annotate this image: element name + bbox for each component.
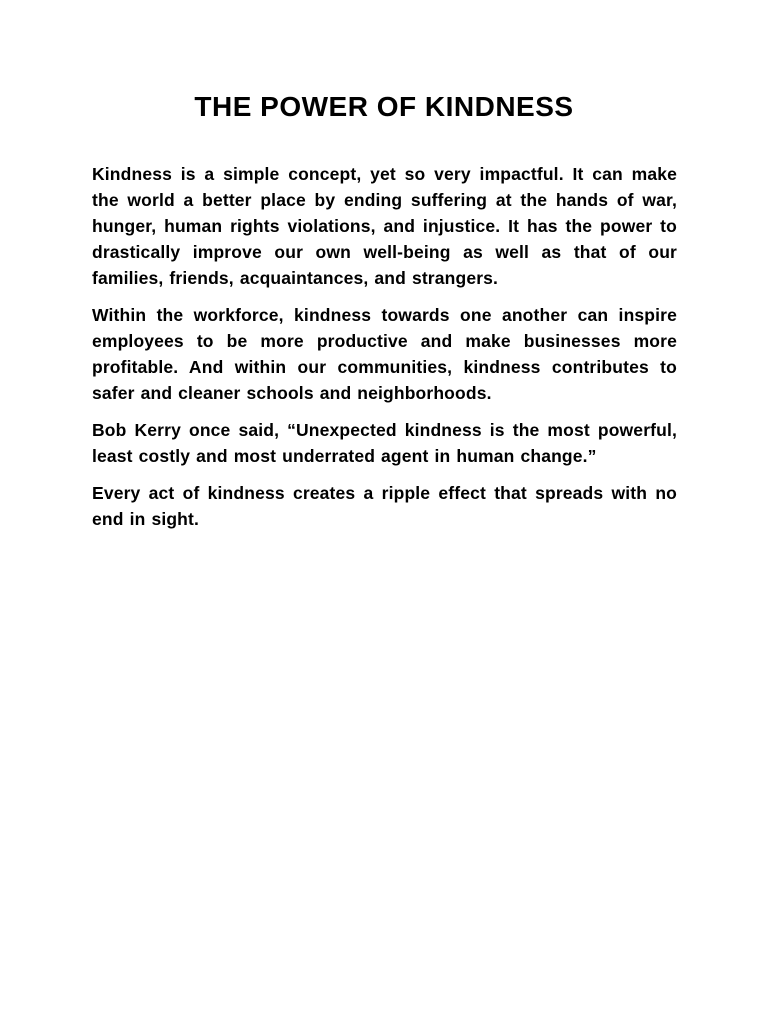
paragraph-ripple-effect: Every act of kindness creates a ripple effect that spreads with no end in sight. — [92, 483, 677, 529]
paragraph-intro: Kindness is a simple concept, yet so very impactful. It can make the world a better place by ending suffering at the hands of war, hunger, human rights violations, and injustice. It has the power to drastically improve our own well-being as well as that of our families, friends, acquaintances, and strangers. — [92, 164, 677, 288]
paragraph-workforce: Within the workforce, kindness towards one another can inspire employees to be more productive and make businesses more profitable. And within our communities, kindness contributes to safer and cleaner schools and neighborhoods. — [92, 305, 677, 403]
document-body — [92, 161, 677, 543]
paragraph-quote: Bob Kerry once said, “Unexpected kindness is the most powerful, least costly and most underrated agent in human change.” — [92, 420, 677, 466]
document-title: THE POWER OF KINDNESS — [194, 91, 574, 122]
